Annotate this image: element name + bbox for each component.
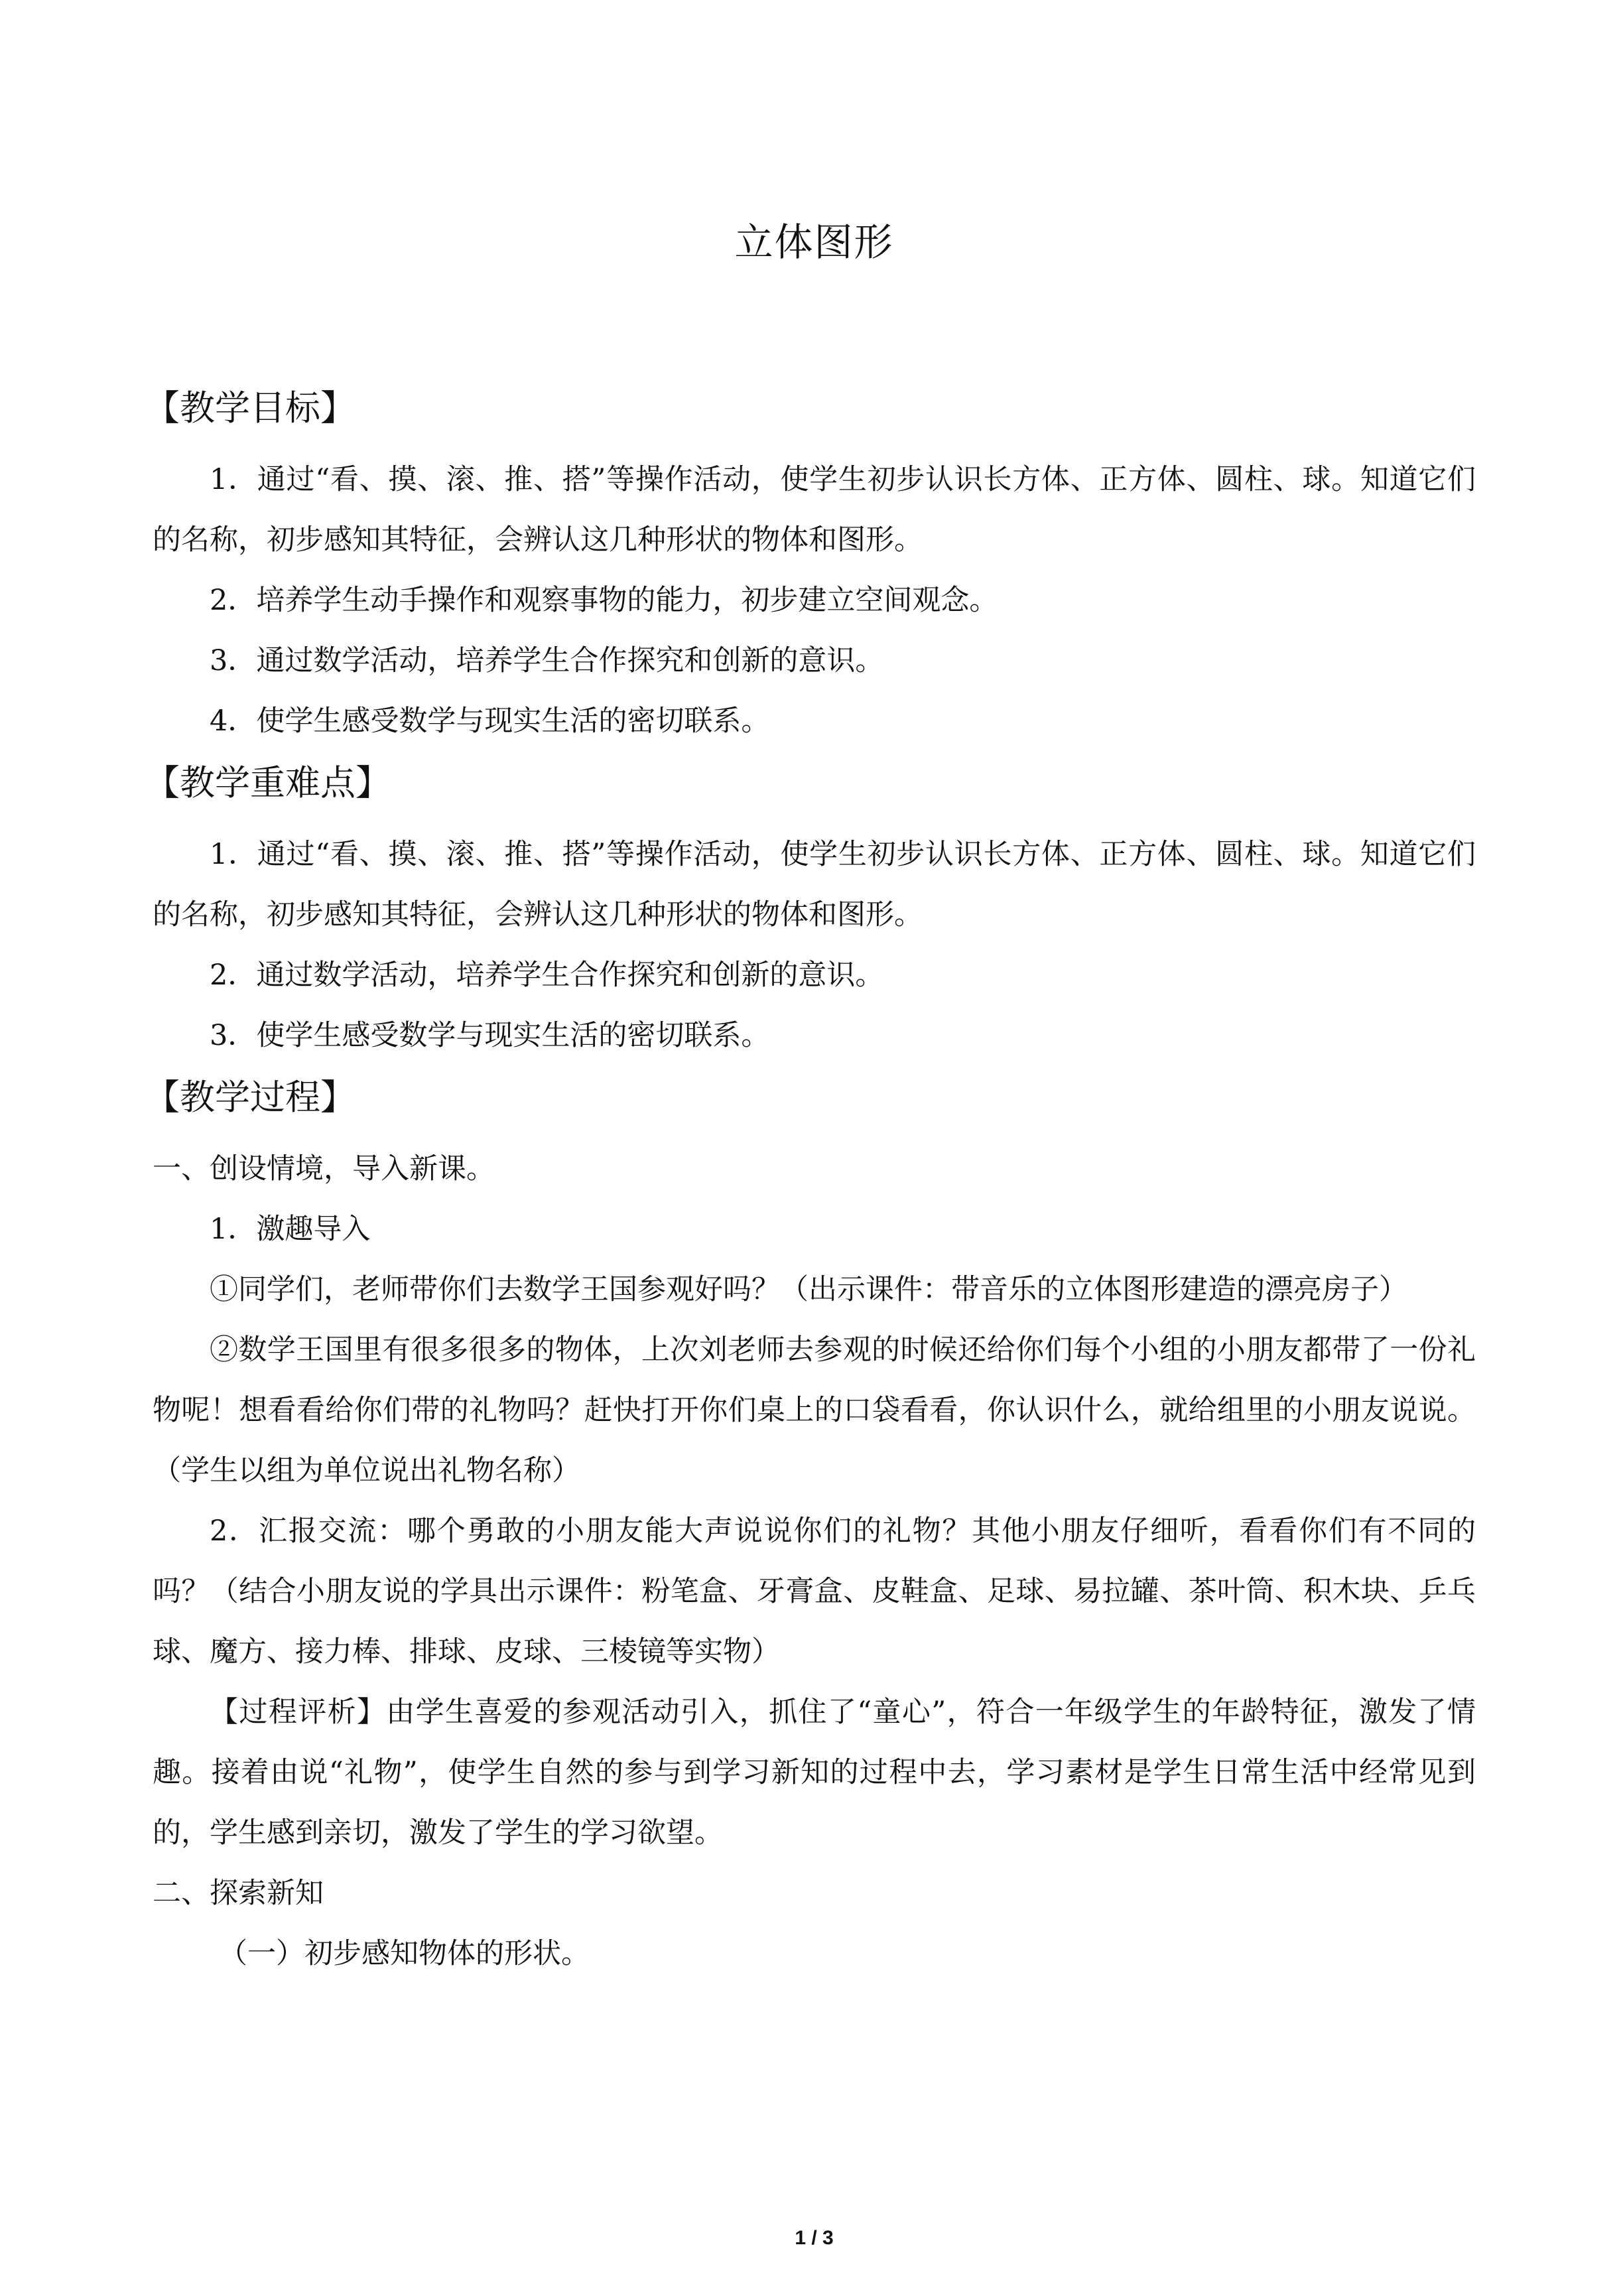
objective-item: 1．通过“看、摸、滚、推、搭”等操作活动，使学生初步认识长方体、正方体、圆柱、球。知道它们的名称，初步感知其特征，会辨认这几种形状的物体和图形。 xyxy=(153,463,1476,557)
key-point-item: 3．使学生感受数学与现实生活的密切联系。 xyxy=(210,1019,770,1052)
objective-item: 2．培养学生动手操作和观察事物的能力，初步建立空间观念。 xyxy=(210,584,998,617)
section-heading-objectives: 【教学目标】 xyxy=(145,388,356,429)
process-review: 【过程评析】由学生喜爱的参观活动引入，抓住了“童心”，符合一年级学生的年龄特征，激发了情趣。接着由说“礼物”，使学生自然的参与到学习新知的过程中去，学习素材是学生日常生活中经常见到的，学生感到亲切，激发了学生的学习欲望。 xyxy=(153,1696,1476,1850)
objective-item: 4．使学生感受数学与现实生活的密切联系。 xyxy=(210,705,770,738)
process-question-2: ②数学王国里有很多很多的物体，上次刘老师去参观的时候还给你们每个小组的小朋友都带了一份礼物呢！想看看给你们带的礼物吗？赶快打开你们桌上的口袋看看，你认识什么，就给组里的小朋友说说。（学生以组为单位说出礼物名称） xyxy=(153,1333,1476,1487)
process-step2: 2．汇报交流：哪个勇敢的小朋友能大声说说你们的礼物？其他小朋友仔细听，看看你们有不同的吗？（结合小朋友说的学具出示课件：粉笔盒、牙膏盒、皮鞋盒、足球、易拉罐、茶叶筒、积木块、乒乓球、魔方、接力棒、排球、皮球、三棱镜等实物） xyxy=(153,1515,1476,1668)
document-body xyxy=(145,377,1476,1984)
key-point-item: 1．通过“看、摸、滚、推、搭”等操作活动，使学生初步认识长方体、正方体、圆柱、球。知道它们的名称，初步感知其特征，会辨认这几种形状的物体和图形。 xyxy=(153,838,1476,931)
objective-item: 3．通过数学活动，培养学生合作探究和创新的意识。 xyxy=(210,644,884,677)
page-indicator: 1 / 3 xyxy=(795,2227,834,2249)
process-step1: 1．激趣导入 xyxy=(210,1213,371,1246)
section-heading-process: 【教学过程】 xyxy=(145,1077,356,1118)
process-subsection-1: （一）初步感知物体的形状。 xyxy=(219,1937,590,1970)
section-heading-key-points: 【教学重难点】 xyxy=(145,763,391,803)
process-part2-title: 二、探索新知 xyxy=(153,1877,324,1910)
process-part1-title: 一、创设情境，导入新课。 xyxy=(153,1152,495,1185)
key-point-item: 2．通过数学活动，培养学生合作探究和创新的意识。 xyxy=(210,959,884,992)
document-title: 立体图形 xyxy=(734,220,894,265)
document-page xyxy=(145,0,1476,2296)
process-question-1: ①同学们，老师带你们去数学王国参观好吗？（出示课件：带音乐的立体图形建造的漂亮房子） xyxy=(210,1273,1407,1306)
